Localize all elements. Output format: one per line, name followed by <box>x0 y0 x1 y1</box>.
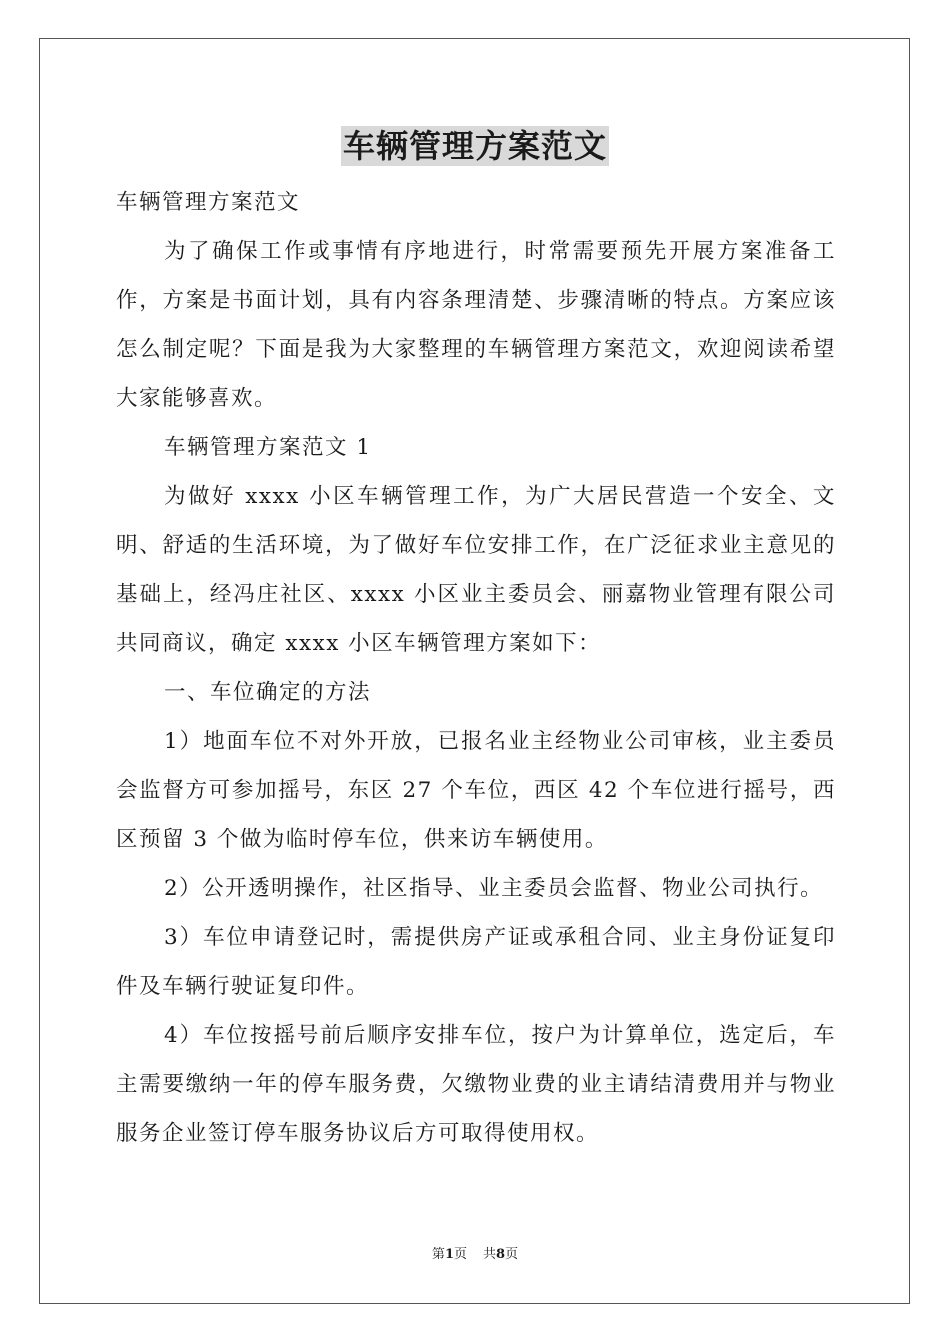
page-suffix: 页 <box>453 1247 467 1262</box>
body-paragraph: 为做好 xxxx 小区车辆管理工作，为广大居民营造一个安全、文明、舒适的生活环境，为了做好车位安排工作，在广泛征求业主意见的基础上，经冯庄社区、xxxx 小区业主委员会、丽嘉物业管理有限公司共同商议，确定 xxxx 小区车辆管理方案如下： <box>116 484 836 656</box>
document-subtitle: 车辆管理方案范文 <box>116 190 301 215</box>
subsection-heading: 一、车位确定的方法 <box>164 680 372 705</box>
intro-paragraph: 为了确保工作或事情有序地进行，时常需要预先开展方案准备工作，方案是书面计划，具有内容条理清楚、步骤清晰的特点。方案应该怎么制定呢？下面是我为大家整理的车辆管理方案范文，欢迎阅读希望大家能够喜欢。 <box>116 239 836 411</box>
page-footer <box>0 1246 950 1264</box>
page-number: 1 <box>444 1247 454 1262</box>
page-prefix: 第 <box>431 1247 445 1262</box>
list-item: 3）车位申请登记时，需提供房产证或承租合同、业主身份证复印件及车辆行驶证复印件。 <box>116 925 836 999</box>
list-item: 1）地面车位不对外开放，已报名业主经物业公司审核，业主委员会监督方可参加摇号，东区 27 个车位，西区 42 个车位进行摇号，西区预留 3 个做为临时停车位，供来访车辆使用。 <box>116 729 836 852</box>
list-item: 4）车位按摇号前后顺序安排车位，按户为计算单位，选定后，车主需要缴纳一年的停车服务费，欠缴物业费的业主请结清费用并与物业服务企业签订停车服务协议后方可取得使用权。 <box>116 1023 836 1146</box>
section-heading: 车辆管理方案范文 1 <box>164 435 372 460</box>
total-suffix: 页 <box>505 1247 519 1262</box>
title-container <box>0 126 950 166</box>
list-item: 2）公开透明操作，社区指导、业主委员会监督、物业公司执行。 <box>164 876 824 901</box>
document-body <box>116 178 836 1158</box>
total-prefix: 共 <box>483 1247 497 1262</box>
total-pages: 8 <box>496 1247 506 1262</box>
document-title: 车辆管理方案范文 <box>342 127 607 165</box>
